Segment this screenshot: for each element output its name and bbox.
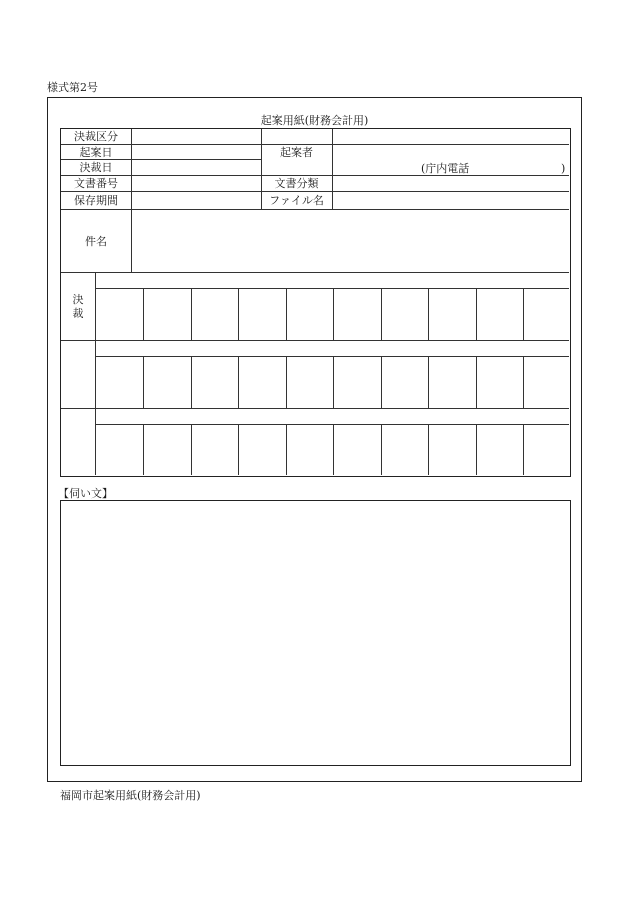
stamp-cell-divider [523, 288, 524, 340]
label-document-classification: 文書分類 [274, 177, 319, 190]
grid-line [131, 129, 132, 272]
stamp-cell-divider [333, 424, 334, 475]
stamp-cell-divider [476, 288, 477, 340]
label-decision-category: 決裁区分 [74, 130, 118, 143]
grid-line [332, 129, 333, 209]
grid-line [61, 272, 569, 273]
grid-line [61, 209, 569, 210]
stamp-cell-divider [428, 424, 429, 475]
form-number: 様式第2号 [47, 81, 98, 94]
stamp-cell-divider [381, 288, 382, 340]
header-grid [60, 128, 571, 477]
stamp-cell-divider [333, 356, 334, 408]
stamp-cell-divider [476, 424, 477, 475]
stamp-cell-divider [381, 356, 382, 408]
label-document-number: 文書番号 [74, 177, 118, 190]
grid-line [61, 191, 569, 192]
stamp-cell-divider [428, 288, 429, 340]
stamp-cell-divider [191, 288, 192, 340]
phone-note: (庁内電話 [421, 162, 470, 175]
stamp-cell-divider [286, 424, 287, 475]
grid-line [61, 340, 569, 341]
phone-close: ) [561, 162, 566, 175]
grid-line [61, 144, 569, 145]
stamp-cell-divider [238, 356, 239, 408]
label-retention-period: 保存期間 [74, 194, 118, 207]
inquiry-text-box[interactable] [60, 500, 571, 766]
footer-caption: 福岡市起案用紙(財務会計用) [60, 789, 201, 802]
grid-line [95, 288, 569, 289]
grid-line [61, 159, 261, 160]
stamp-cell-divider [143, 424, 144, 475]
label-draft-date: 起案日 [79, 146, 113, 159]
label-drafter: 起案者 [280, 146, 313, 159]
stamp-cell-divider [286, 288, 287, 340]
label-subject: 件名 [85, 235, 107, 248]
stamp-cell-divider [191, 424, 192, 475]
grid-line [61, 175, 569, 176]
stamp-cell-divider [333, 288, 334, 340]
stamp-cell-divider [286, 356, 287, 408]
label-file-name: ファイル名 [269, 194, 324, 207]
stamp-cell-divider [428, 356, 429, 408]
stamp-cell-divider [238, 288, 239, 340]
inquiry-label: 【伺い文】 [58, 487, 113, 500]
stamp-cell-divider [191, 356, 192, 408]
approval-label-1: 決 [72, 293, 84, 306]
form-title: 起案用紙(財務会計用) [260, 114, 369, 127]
stamp-cell-divider [143, 288, 144, 340]
stamp-cell-divider [523, 356, 524, 408]
stamp-cell-divider [476, 356, 477, 408]
stamp-cell-divider [238, 424, 239, 475]
label-decision-date: 決裁日 [79, 161, 113, 174]
stamp-cell-divider [381, 424, 382, 475]
stamp-cell-divider [143, 356, 144, 408]
grid-line [61, 408, 569, 409]
approval-label-2: 裁 [72, 307, 84, 320]
grid-line [95, 356, 569, 357]
grid-line [95, 272, 96, 475]
grid-line [95, 424, 569, 425]
stamp-cell-divider [523, 424, 524, 475]
